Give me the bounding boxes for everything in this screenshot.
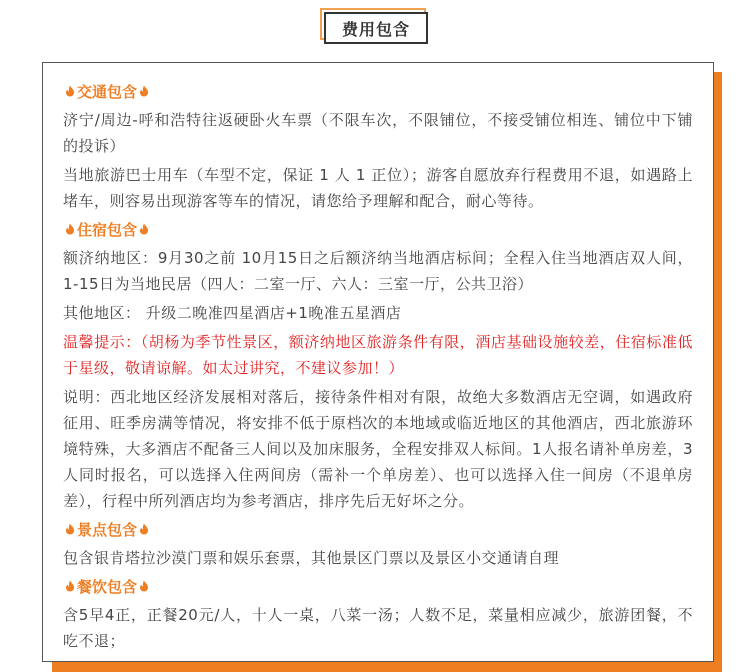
fire-icon — [138, 79, 150, 105]
fire-icon — [138, 517, 150, 543]
fire-icon — [64, 574, 76, 600]
section-header — [320, 8, 432, 44]
header-box — [324, 12, 428, 44]
lodging-note-text: 说明：西北地区经济发展相对落后，接待条件相对有限，故绝大多数酒店无空调，如遇政府征用、旺季房满等情况，将安排不低于原档次的本地域或临近地区的其他酒店，西北旅游环境特殊，大多酒店不配备三人间以及加床服务，全程安排双人标间。1人报名请补单房差，3人同时报名，可以选择入住两间房（需补一个单房差）、也可以选择入住一间房（不退单房差），行程中所列酒店均为参考酒店，排序先后无好坏之分。 — [63, 388, 693, 510]
page-title: 费用包含 — [341, 19, 410, 39]
lodging-other-text: 其他地区： 升级二晚准四星酒店+1晚准五星酒店 — [63, 304, 402, 322]
section-title-text: 住宿包含 — [77, 221, 138, 239]
sights-text: 包含银肯塔拉沙漠门票和娱乐套票，其他景区门票以及景区小交通请自理 — [63, 549, 560, 567]
meals-section-title — [63, 574, 693, 600]
fire-icon — [64, 517, 76, 543]
section-title-text: 餐饮包含 — [77, 578, 138, 596]
fire-icon — [64, 79, 76, 105]
transport-bus-text: 当地旅游巴士用车（车型不定，保证 1 人 1 正位）；游客自愿放弃行程费用不退，如遇路上堵车，则容易出现游客等车的情况，请您给予理解和配合，耐心等待。 — [63, 166, 693, 210]
meals-text: 含5早4正，正餐20元/人，十人一桌，八菜一汤；人数不足，菜量相应减少，旅游团餐，不吃不退； — [63, 606, 693, 650]
fire-icon — [138, 217, 150, 243]
section-title-text: 景点包含 — [77, 521, 138, 539]
sights-section-title — [63, 517, 693, 543]
fire-icon — [64, 217, 76, 243]
fire-icon — [138, 574, 150, 600]
lodging-warning-text: 温馨提示：（胡杨为季节性景区，额济纳地区旅游条件有限，酒店基础设施较差，住宿标准低于星级，敬请谅解。如太过讲究，不建议参加！） — [63, 333, 693, 377]
section-title-text: 交通包含 — [77, 83, 138, 101]
transport-train-text: 济宁/周边-呼和浩特往返硬卧火车票（不限车次，不限铺位，不接受铺位相连、铺位中下铺的投诉） — [63, 111, 693, 155]
lodging-section-title — [63, 217, 693, 243]
content-panel — [42, 62, 714, 662]
transport-section-title — [63, 79, 693, 105]
lodging-ejina-text: 额济纳地区：9月30之前 10月15日之后额济纳当地酒店标间；全程入住当地酒店双人间，1-15日为当地民居（四人：二室一厅、六人：三室一厅，公共卫浴） — [63, 249, 693, 293]
